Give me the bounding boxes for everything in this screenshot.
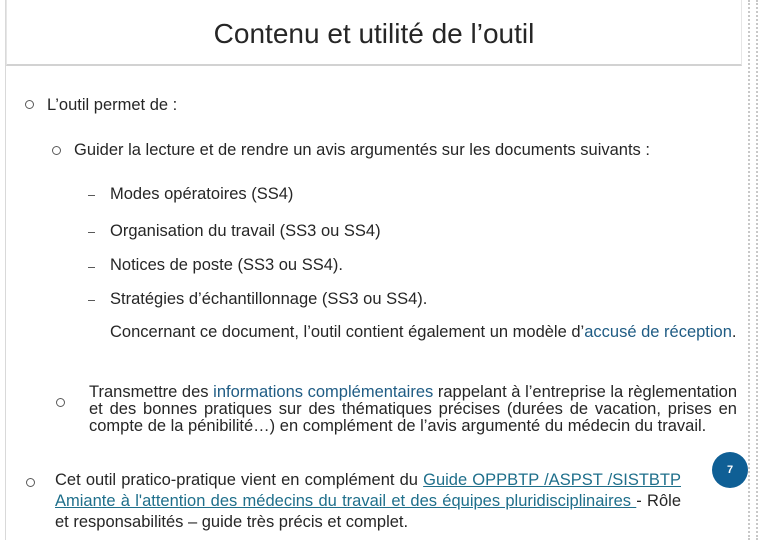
title-bar xyxy=(6,0,742,66)
list-item: Modes opératoires (SS4) xyxy=(110,185,294,203)
dash-bullet xyxy=(88,300,95,301)
sub2-rest: rappelant à l’entreprise la règlementation et des bonnes pratiques sur des thématiques précises (durées de vacation, prises en compte de la pénibilité…) en complément de l’avis argumenté du médecin du travail. xyxy=(89,383,737,435)
sub2-prefix: Transmettre des xyxy=(89,383,214,401)
dash-bullet xyxy=(88,195,95,196)
sub2-highlight: informations complémentaires xyxy=(213,383,434,401)
list-item: Notices de poste (SS3 ou SS4). xyxy=(110,256,343,274)
ring-bullet xyxy=(25,100,34,109)
page-number-badge xyxy=(712,452,748,488)
list-item: Stratégies d’échantillonnage (SS3 ou SS4). xyxy=(110,290,428,308)
list-item: Organisation du travail (SS3 ou SS4) xyxy=(110,222,381,240)
slide-left-border xyxy=(5,0,6,540)
dash-bullet xyxy=(88,267,95,268)
slide-right-border xyxy=(748,0,758,540)
ring-bullet xyxy=(26,478,35,487)
slide-title: Contenu et utilité de l’outil xyxy=(213,18,535,49)
dash-bullet xyxy=(88,232,95,233)
note-highlight: accusé de réception xyxy=(584,323,732,341)
sub1-lead: Guider la lecture et de rendre un avis argumentés sur les documents suivants : xyxy=(74,141,650,159)
guide-link[interactable]: Guide OPPBTP /ASPST /SISTBTP Amiante à l'attention des médecins du travail et des équipes pluridisciplinaires xyxy=(55,471,681,510)
last-prefix: Cet outil pratico-pratique vient en complément du xyxy=(55,471,424,489)
sub2-paragraph xyxy=(89,384,737,435)
last-paragraph xyxy=(55,470,681,533)
intro-text: L’outil permet de : xyxy=(47,96,178,114)
ring-bullet xyxy=(56,398,65,407)
note-suffix: . xyxy=(731,323,737,341)
note-text: Concernant ce document, l’outil contient également un modèle d’ xyxy=(110,323,585,341)
last-suffix: - Rôle et responsabilités – guide très précis et complet. xyxy=(55,492,681,531)
sub1-note xyxy=(110,324,737,341)
ring-bullet xyxy=(52,146,61,155)
page-number: 7 xyxy=(726,464,734,476)
